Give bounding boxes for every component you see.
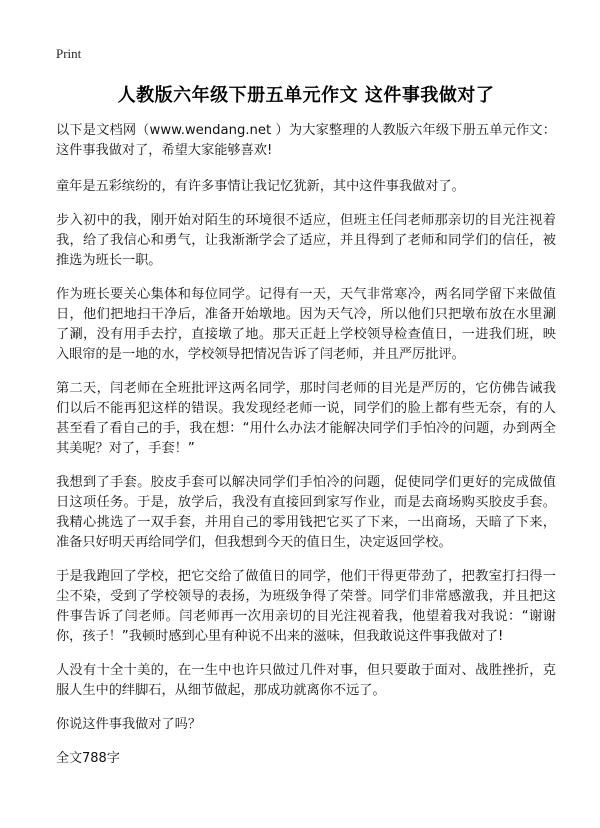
- paragraph-6: 于是我跑回了学校，把它交给了做值日的同学，他们干得更带劲了，把教室打扫得一尘不染，受到了学校领导的表扬，为班级争得了荣誉。同学们非常感激我，并且把这件事告诉了闫老师。闫老师再一次用亲切的目光注视着我，他望着我对我说：“谢谢你，孩子！”我顿时感到心里有种说不出来的滋味，但我敢说这件事我做对了!: [56, 569, 556, 644]
- word-count: 全文788字: [56, 751, 120, 766]
- paragraph-3: 作为班长要关心集体和每位同学。记得有一天，天气非常寒冷，两名同学留下来做值日，他们把地扫干净后，准备开始墩地。因为天气冷，所以他们只把墩布放在水里涮了涮，没有用手去拧，直接墩了地。那天正赶上学校领导检查值日，一进我们班，映入眼帘的是一地的水，学校领导把情况告诉了闫老师，并且严厉批评。: [56, 287, 556, 362]
- intro-paragraph: 以下是文档网（www.wendang.net ）为大家整理的人教版六年级下册五单元作文：这件事我做对了，希望大家能够喜欢!: [56, 123, 556, 158]
- paragraph-1: 童年是五彩缤纷的，有许多事情让我记忆犹新，其中这件事我做对了。: [56, 179, 465, 194]
- paragraph-5: 我想到了手套。胶皮手套可以解决同学们手怕冷的问题，促使同学们更好的完成做值日这项任务。于是，放学后，我没有直接回到家写作业，而是去商场购买胶皮手套。我精心挑选了一双手套，并用自己的零用钱把它买了下来，一出商场，天暗了下来，准备只好明天再给同学们，但我想到今天的值日生，决定返回学校。: [56, 475, 556, 550]
- print-label: Print: [56, 46, 82, 61]
- paragraph-2: 步入初中的我，刚开始对陌生的环境很不适应，但班主任闫老师那亲切的目光注视着我，给了我信心和勇气，让我渐渐学会了适应，并且得到了老师和同学们的信任，被推选为班长一职。: [56, 213, 556, 268]
- document-body: [56, 121, 556, 769]
- paragraph-7: 人没有十全十美的，在一生中也许只做过几件对事，但只要敢于面对、战胜挫折，克服人生中的绊脚石，从细节做起，那成功就离你不远了。: [56, 663, 556, 698]
- paragraph-8: 你说这件事我做对了吗？: [56, 717, 202, 732]
- document-title: 人教版六年级下册五单元作文 这件事我做对了: [117, 85, 495, 106]
- paragraph-4: 第二天，闫老师在全班批评这两名同学，那时闫老师的目光是严厉的，它仿佛告诫我们以后不能再犯这样的错误。我发现经老师一说，同学们的脸上都有些无奈，有的人甚至看了看自己的手，我在想：“用什么办法才能解决同学们手怕冷的问题，办到两全其美呢？对了，手套！”: [56, 381, 556, 456]
